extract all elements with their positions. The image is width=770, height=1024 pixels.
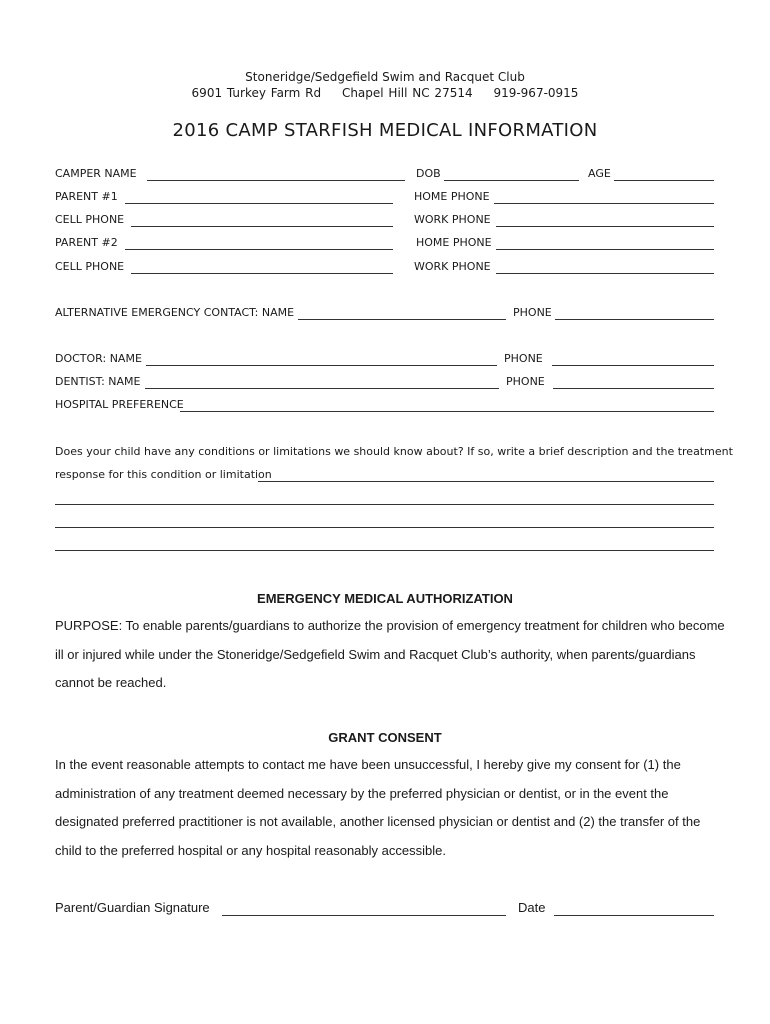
home-phone1-field[interactable] — [494, 203, 714, 204]
date-label: Date — [518, 900, 546, 915]
conditions-field-line-3[interactable] — [55, 527, 714, 528]
club-city: Chapel Hill NC 27514 — [341, 86, 473, 100]
club-phone: 919-967-0915 — [493, 86, 579, 100]
club-name: Stoneridge/Sedgefield Swim and Racquet Club — [245, 70, 525, 84]
cell-phone1-field[interactable] — [131, 226, 393, 227]
consent-text: In the event reasonable attempts to contact me have been unsuccessful, I hereby give my consent for (1) the administration of any treatment deemed necessary by the preferred physician or dentist, or in the event the designated preferred practitioner is not available, another licensed physician or dentist and (2) the transfer of the child to the preferred hospital or any hospital reasonably accessible. — [55, 757, 701, 858]
consent-heading: GRANT CONSENT — [328, 730, 442, 745]
alt-phone-label: PHONE — [513, 306, 552, 319]
hospital-label: HOSPITAL PREFERENCE — [55, 398, 184, 411]
conditions-field-line-2[interactable] — [55, 504, 714, 505]
work-phone1-label: WORK PHONE — [414, 213, 491, 226]
doctor-label: DOCTOR: NAME — [55, 352, 142, 365]
cell-phone2-field[interactable] — [131, 273, 393, 274]
cell-phone2-label: CELL PHONE — [55, 260, 125, 273]
dob-field[interactable] — [444, 180, 579, 181]
dentist-label: DENTIST: NAME — [55, 375, 141, 388]
club-contact-line — [0, 86, 770, 100]
signature-label: Parent/Guardian Signature — [55, 900, 210, 915]
home-phone2-label: HOME PHONE — [416, 236, 492, 249]
alt-phone-field[interactable] — [555, 319, 714, 320]
club-address: 6901 Turkey Farm Rd — [191, 86, 322, 100]
camper-name-label: CAMPER NAME — [55, 167, 137, 180]
work-phone1-field[interactable] — [496, 226, 714, 227]
hospital-field[interactable] — [180, 411, 714, 412]
dob-label: DOB — [416, 167, 441, 180]
parent2-field[interactable] — [125, 249, 393, 250]
form-title: 2016 CAMP STARFISH MEDICAL INFORMATION — [172, 120, 598, 141]
conditions-prompt: response for this condition or limitation — [55, 468, 272, 481]
dentist-phone-field[interactable] — [553, 388, 714, 389]
home-phone1-label: HOME PHONE — [414, 190, 490, 203]
parent1-label: PARENT #1 — [55, 190, 118, 203]
age-field[interactable] — [614, 180, 714, 181]
conditions-field-line-1[interactable] — [258, 481, 714, 482]
dentist-phone-label: PHONE — [506, 375, 545, 388]
cell-phone1-label: CELL PHONE — [55, 213, 125, 226]
alt-contact-label: ALTERNATIVE EMERGENCY CONTACT: NAME — [55, 306, 295, 319]
dentist-field[interactable] — [145, 388, 499, 389]
signature-field[interactable] — [222, 915, 506, 916]
parent1-field[interactable] — [125, 203, 393, 204]
conditions-question: Does your child have any conditions or limitations we should know about? If so, write a brief description and the treatment — [55, 445, 733, 458]
work-phone2-field[interactable] — [496, 273, 714, 274]
age-label: AGE — [588, 167, 611, 180]
alt-contact-field[interactable] — [298, 319, 506, 320]
authorization-purpose: PURPOSE: To enable parents/guardians to authorize the provision of emergency treatment for children who become ill or injured while under the Stoneridge/Sedgefield Swim and Racquet Club’s authority, when parents/guardians cannot be reached. — [55, 618, 725, 690]
work-phone2-label: WORK PHONE — [414, 260, 491, 273]
camper-name-field[interactable] — [147, 180, 405, 181]
doctor-phone-label: PHONE — [504, 352, 543, 365]
conditions-field-line-4[interactable] — [55, 550, 714, 551]
parent2-label: PARENT #2 — [55, 236, 118, 249]
doctor-phone-field[interactable] — [552, 365, 714, 366]
date-field[interactable] — [554, 915, 714, 916]
authorization-heading: EMERGENCY MEDICAL AUTHORIZATION — [257, 591, 513, 606]
home-phone2-field[interactable] — [496, 249, 714, 250]
doctor-field[interactable] — [146, 365, 497, 366]
